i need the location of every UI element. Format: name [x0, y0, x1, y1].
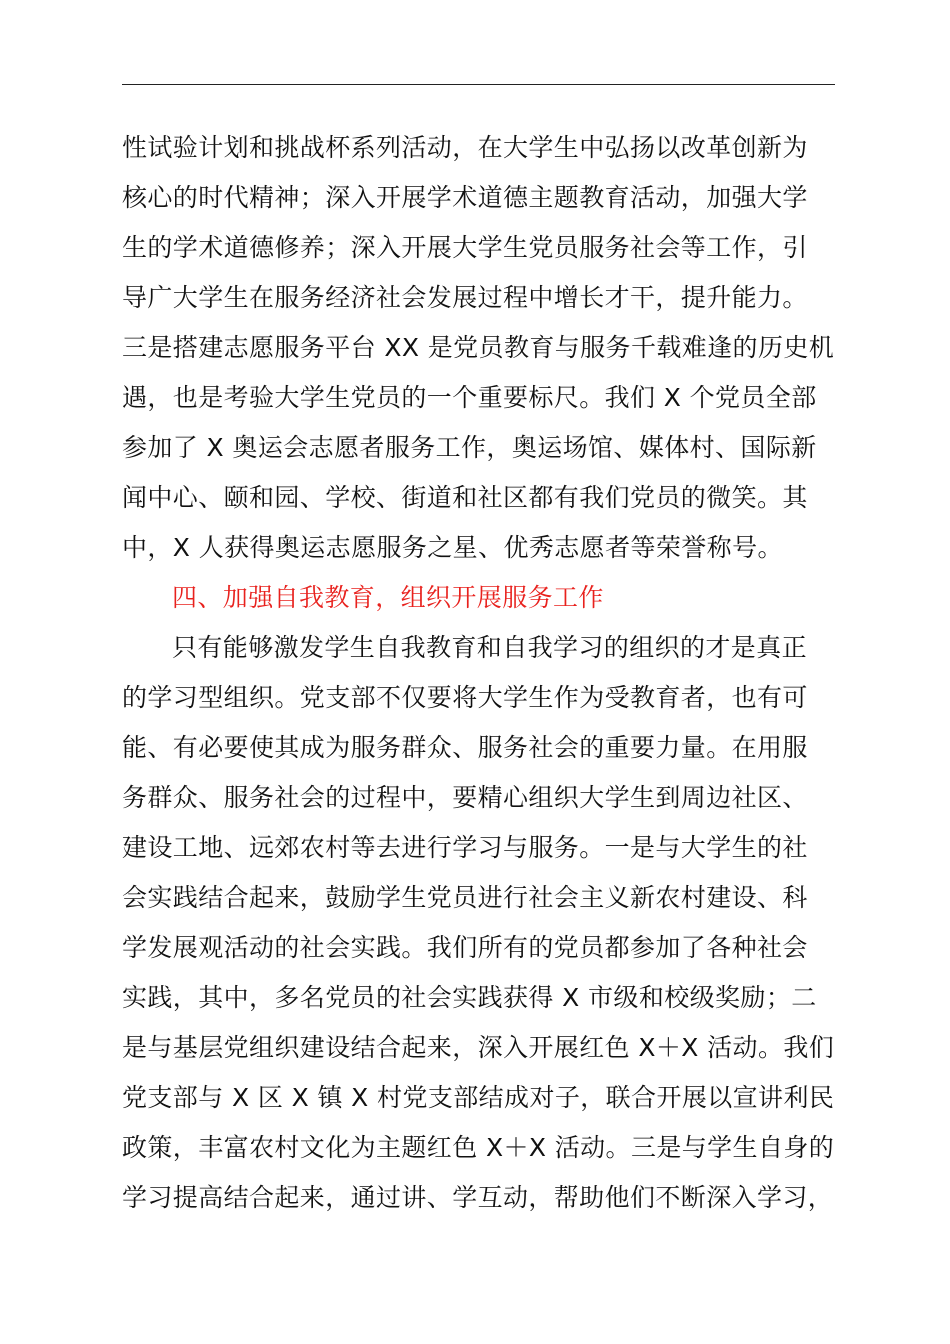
paragraph-line: 实践，其中，多名党员的社会实践获得 X 市级和校级奖励；二	[122, 983, 817, 1012]
paragraph-line: 中，X 人获得奥运志愿服务之星、优秀志愿者等荣誉称号。	[122, 533, 783, 562]
paragraph-line: 是与基层党组织建设结合起来，深入开展红色 X＋X 活动。我们	[122, 1033, 835, 1062]
paragraph-line: 的学习型组织。党支部不仅要将大学生作为受教育者，也有可	[122, 683, 808, 712]
paragraph-line: 遇，也是考验大学生党员的一个重要标尺。我们 X 个党员全部	[122, 383, 817, 412]
paragraph-line: 闻中心、颐和园、学校、街道和社区都有我们党员的微笑。其	[122, 483, 808, 512]
paragraph-line: 会实践结合起来，鼓励学生党员进行社会主义新农村建设、科	[122, 883, 808, 912]
paragraph-line: 参加了 X 奥运会志愿者服务工作，奥运场馆、媒体村、国际新	[122, 433, 817, 462]
paragraph-line: 建设工地、远郊农村等去进行学习与服务。一是与大学生的社	[122, 833, 808, 862]
paragraph-line: 学发展观活动的社会实践。我们所有的党员都参加了各种社会	[122, 933, 808, 962]
paragraph-line: 党支部与 X 区 X 镇 X 村党支部结成对子，联合开展以宣讲利民	[122, 1083, 835, 1112]
paragraph-line: 学习提高结合起来，通过讲、学互动，帮助他们不断深入学习，	[122, 1183, 834, 1212]
paragraph-line: 三是搭建志愿服务平台 XX 是党员教育与服务千载难逢的历史机	[122, 333, 835, 362]
paragraph-line: 性试验计划和挑战杯系列活动，在大学生中弘扬以改革创新为	[122, 133, 808, 162]
paragraph-line: 核心的时代精神；深入开展学术道德主题教育活动，加强大学	[122, 183, 808, 212]
header-rule	[122, 84, 835, 85]
paragraph-line: 只有能够激发学生自我教育和自我学习的组织的才是真正	[172, 633, 808, 662]
paragraph-line: 生的学术道德修养；深入开展大学生党员服务社会等工作，引	[122, 233, 808, 262]
section-heading: 四、加强自我教育，组织开展服务工作	[172, 583, 604, 612]
paragraph-line: 导广大学生在服务经济社会发展过程中增长才干，提升能力。	[122, 283, 808, 312]
paragraph-line: 能、有必要使其成为服务群众、服务社会的重要力量。在用服	[122, 733, 808, 762]
paragraph-line: 务群众、服务社会的过程中，要精心组织大学生到周边社区、	[122, 783, 808, 812]
paragraph-line: 政策，丰富农村文化为主题红色 X＋X 活动。三是与学生自身的	[122, 1133, 835, 1162]
